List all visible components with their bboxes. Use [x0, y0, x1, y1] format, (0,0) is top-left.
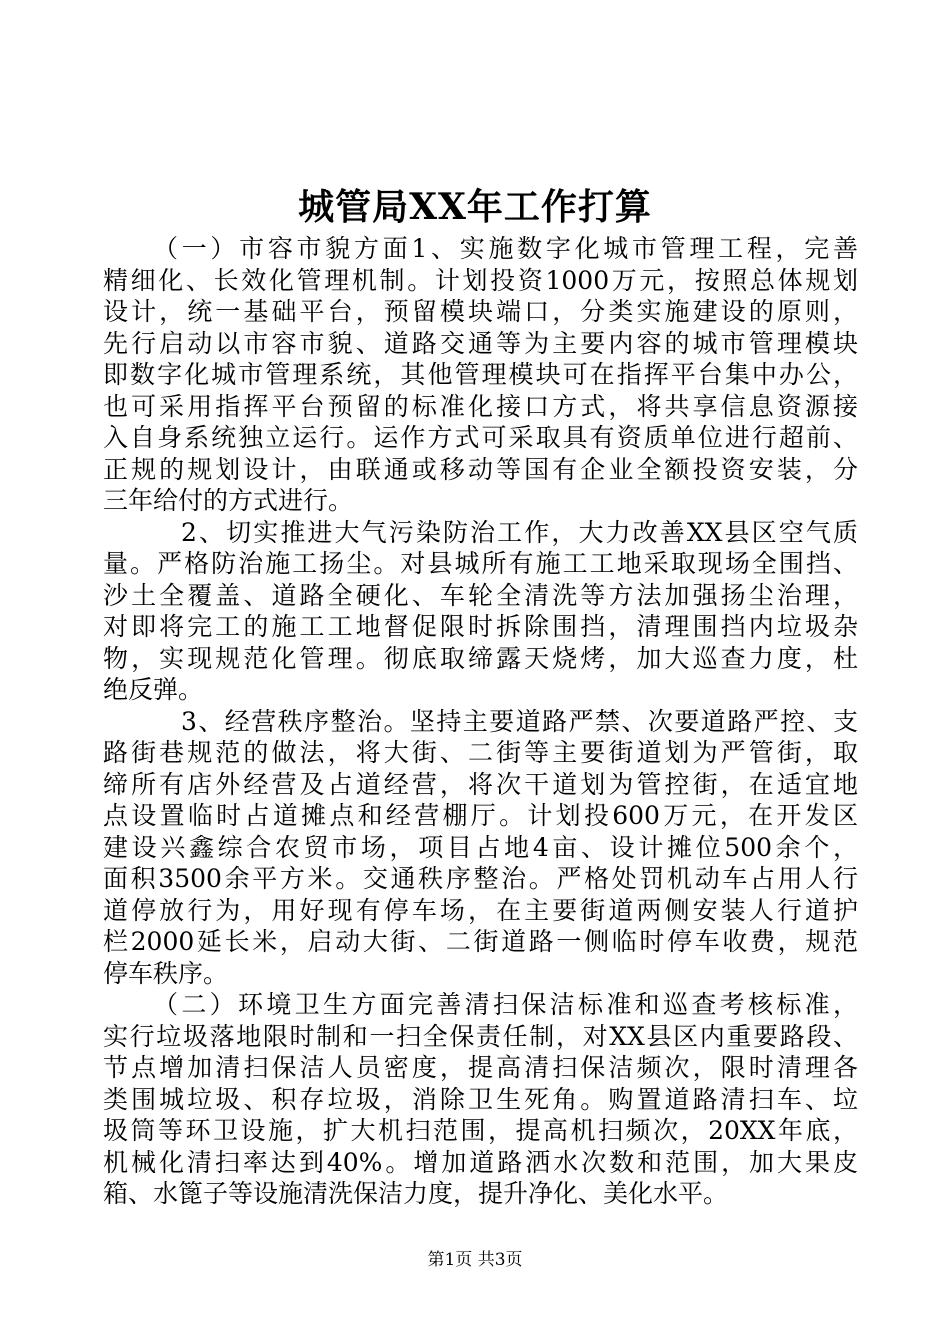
text-line: 物，实现规范化管理。彻底取缔露天烧烤，加大巡查力度，杜 [103, 643, 858, 673]
text-line: 先行启动以市容市貌、道路交通等为主要内容的城市管理模块 [103, 328, 858, 358]
text-line: 3、经营秩序整治。坚持主要道路严禁、次要道路严控、支 [181, 706, 858, 736]
paragraph [103, 517, 858, 706]
text-line: 栏2000延长米，启动大街、二街道路一侧临时停车收费，规范 [103, 927, 858, 956]
paragraph [103, 706, 858, 990]
document-body [103, 233, 858, 1210]
text-line: 量。严格防治施工扬尘。对县城所有施工工地采取现场全围挡、 [103, 549, 858, 578]
paragraph [103, 233, 858, 517]
text-line: 也可采用指挥平台预留的标准化接口方式，将共享信息资源接 [103, 391, 858, 421]
text-line: 入自身系统独立运行。运作方式可采取具有资质单位进行超前、 [103, 423, 858, 452]
text-line: 机械化清扫率达到40%。增加道路洒水次数和范围，加大果皮 [103, 1147, 858, 1177]
page-number-footer: 第1页 共3页 [427, 1250, 523, 1270]
text-line: （二）环境卫生方面完善清扫保洁标准和巡查考核标准， [153, 990, 858, 1019]
text-line: 建设兴鑫综合农贸市场，项目占地4亩、设计摊位500余个， [103, 832, 858, 862]
text-line: 绝反弹。 [103, 675, 204, 704]
text-line: 三年给付的方式进行。 [103, 486, 354, 515]
text-line: （一）市容市貌方面1、实施数字化城市管理工程，完善 [153, 234, 858, 263]
text-line: 实行垃圾落地限时制和一扫全保责任制，对XX县区内重要路段、 [103, 1021, 858, 1051]
text-line: 点设置临时占道摊点和经营棚厅。计划投600万元，在开发区 [103, 801, 858, 830]
text-line: 箱、水篦子等设施清洗保洁力度，提升净化、美化水平。 [103, 1179, 729, 1208]
text-line: 节点增加清扫保洁人员密度，提高清扫保洁频次，限时清理各 [103, 1053, 858, 1082]
text-line: 沙土全覆盖、道路全硬化、车轮全清洗等方法加强扬尘治理， [103, 580, 858, 610]
text-line: 对即将完工的施工工地督促限时拆除围挡，清理围挡内垃圾杂 [103, 612, 858, 641]
text-line: 圾筒等环卫设施，扩大机扫范围，提高机扫频次，20XX年底， [103, 1116, 858, 1145]
text-line: 缔所有店外经营及占道经营，将次干道划为管控街，在适宜地 [103, 769, 858, 799]
text-line: 道停放行为，用好现有停车场，在主要街道两侧安装人行道护 [103, 895, 858, 925]
text-line: 精细化、长效化管理机制。计划投资1000万元，按照总体规划 [103, 265, 858, 295]
paragraph [103, 989, 858, 1210]
text-line: 路街巷规范的做法，将大街、二街等主要街道划为严管街，取 [103, 738, 858, 767]
text-line: 正规的规划设计，由联通或移动等国有企业全额投资安装，分 [103, 454, 858, 484]
text-line: 设计，统一基础平台，预留模块端口，分类实施建设的原则， [103, 297, 858, 326]
text-line: 类围城垃圾、积存垃圾，消除卫生死角。购置道路清扫车、垃 [103, 1084, 858, 1114]
document-title: 城管局XX年工作打算 [298, 186, 652, 228]
text-line: 面积3500余平方米。交通秩序整治。严格处罚机动车占用人行 [103, 864, 858, 893]
text-line: 停车秩序。 [103, 958, 229, 988]
text-line: 2、切实推进大气污染防治工作，大力改善XX县区空气质 [181, 517, 858, 547]
text-line: 即数字化城市管理系统，其他管理模块可在指挥平台集中办公， [103, 360, 858, 389]
